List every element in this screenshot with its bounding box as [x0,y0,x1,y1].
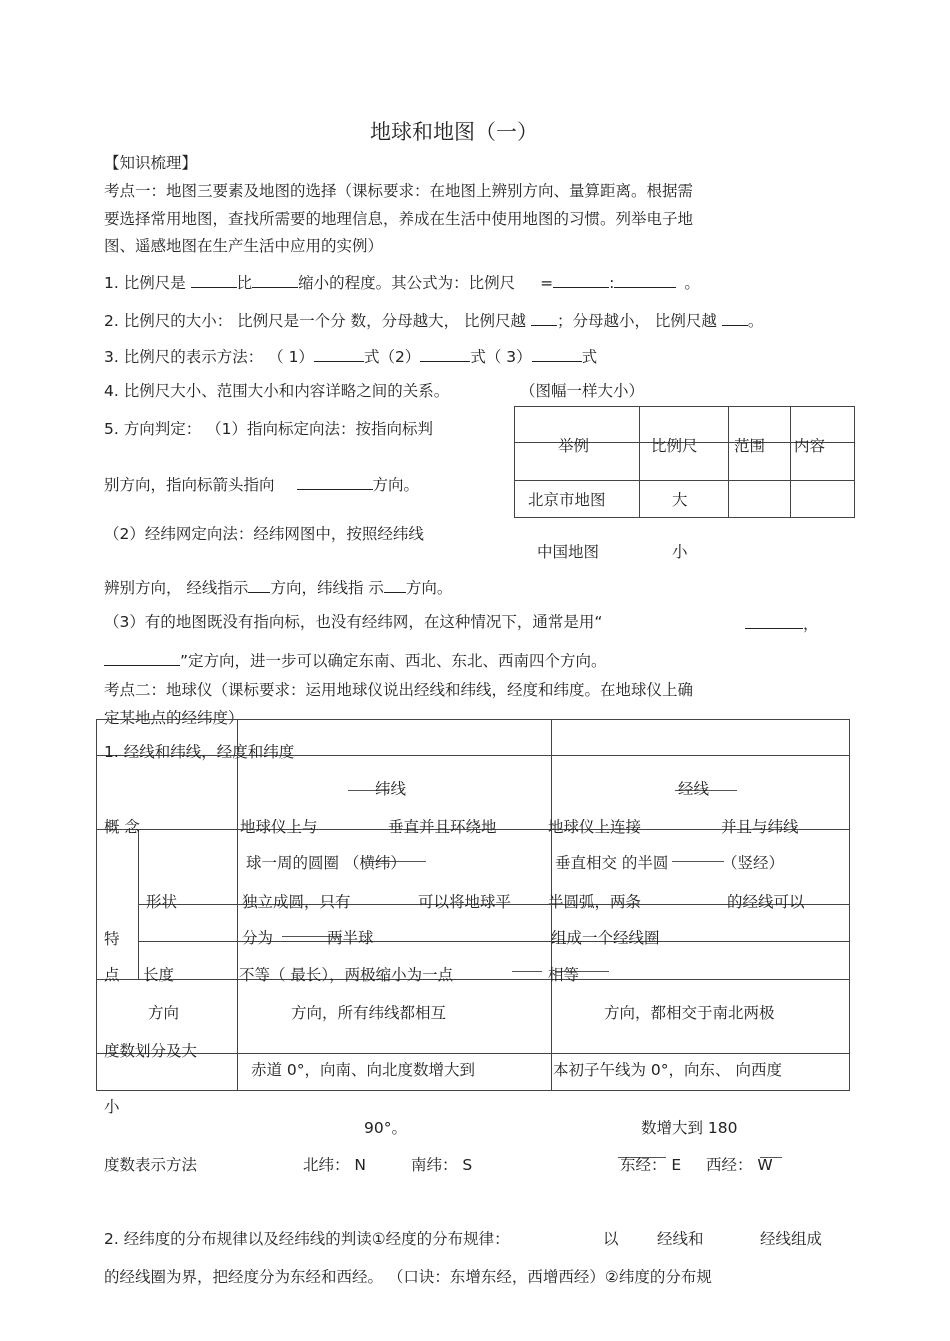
q5-line-4c: 方向。 [405,579,453,597]
q5-line-2 [104,474,419,495]
kaodian2-line-2: 定某地点的经纬度） [104,709,244,727]
scale-header-example: 举例 [558,437,590,455]
q1-blank-1[interactable] [191,272,237,288]
q3-text-b: 式（2） [363,348,421,366]
q5-line-5b: ， [803,615,819,633]
col-header-jingxian: 经线 [678,780,710,798]
q1-text-e: : [609,274,615,292]
row-label-degree-1: 度数划分及大 [104,1042,198,1060]
q2-text-c: 。 [747,312,764,330]
shape-wei-d: 两半球 [327,929,374,947]
shape-jing-a: 半圆弧，两条 [548,893,642,911]
degree-wei-a: 赤道 0°，向南、向北度数增大到 [251,1061,476,1079]
shape-jing-c: 组成一个经线圈 [551,929,660,947]
degree-jing-a: 本初子午线为 0°，向东、 向西度 [553,1061,782,1079]
notation-jing-w: 西经： W [706,1156,773,1174]
row-label-concept: 概 念 [104,818,140,836]
notation-wei-s: 南纬： S [411,1156,473,1174]
q2-blank-1[interactable] [531,310,557,326]
notation-wei-n: 北纬： N [303,1156,367,1174]
row-label-shape: 形状 [146,893,178,911]
q2-text-a: 2. 比例尺的大小： 比例尺是一个分 数，分母越大， 比例尺越 [104,312,526,330]
dist-line-2: 的经线圈为界，把经度分为东经和西经。 （口诀：东增东经，西增西经）②纬度的分布规 [104,1268,712,1286]
question-3 [104,346,597,367]
scale-row-2-example: 中国地图 [537,543,600,561]
q5-blank-2[interactable] [248,577,270,593]
q1-text-a: 1. 比例尺是 [104,274,186,292]
row-label-length: 长度 [143,966,175,984]
q5-blank-1[interactable] [297,474,373,490]
q5-blank-4[interactable] [745,613,803,629]
shape-wei-c: 分为 [242,929,274,947]
q1-blank-4[interactable] [614,272,676,288]
degree-wei-b: 90°。 [364,1119,407,1137]
dist-line-1c: 经线和 [657,1230,704,1248]
section-label: 【知识梳理】 [104,154,198,172]
shape-wei-a: 独立成圆，只有 [242,893,351,911]
q3-text-d: 式 [581,348,598,366]
row-label-feature-1: 特 [104,930,120,948]
question-4: 4. 比例尺大小、范围大小和内容详略之间的关系。 [104,382,450,400]
q2-text-b: ；分母越小， 比例尺越 [556,312,717,330]
q1-text-c: 缩小的程度。其公式为：比例尺 [298,274,516,292]
col-header-weixian: 纬线 [375,780,407,798]
dist-line-1d: 经线组成 [760,1230,823,1248]
q1-text-f: 。 [684,274,700,292]
q1-blank-3[interactable] [553,272,609,288]
q5-line-6 [104,650,607,671]
notation-jing-e: 东经： E [620,1156,682,1174]
kaodian1-line-2: 要选择常用地图，查找所需要的地理信息，养成在生活中使用地图的习惯。列举电子地 [104,210,694,228]
scale-header-range: 范围 [734,437,766,455]
direction-jing: 方向，都相交于南北两极 [604,1004,775,1022]
q5-blank-3[interactable] [384,577,406,593]
concept-jing-c: 垂直相交 的半圆 [555,854,669,872]
q5-line-4a: 辨别方向， 经线指示 [104,579,249,597]
degree-jing-b: 数增大到 180 [641,1119,738,1137]
q2-blank-2[interactable] [722,310,748,326]
scale-row-2-scale: 小 [672,543,688,561]
scale-header-scale: 比例尺 [651,437,698,455]
concept-jing-b: 并且与纬线 [721,818,799,836]
q1-text-b: 比 [236,274,253,292]
question-2 [104,310,763,331]
q3-blank-1[interactable] [314,346,364,362]
q3-text-c: 式（ 3） [470,348,532,366]
question-4-note: （图幅一样大小） [520,382,645,400]
q5-line-4b: 方向，纬线指 示 [270,579,384,597]
row-label-direction: 方向 [148,1004,180,1022]
row-label-feature-2: 点 [104,966,120,984]
concept-wei-a: 地球仪上与 [240,818,318,836]
concept-jing-d: （竖经） [722,854,785,872]
q3-blank-2[interactable] [420,346,470,362]
q5-line-2a: 别方向，指向标箭头指向 [104,476,275,494]
shape-wei-b: 可以将地球平 [418,893,512,911]
concept-jing-a: 地球仪上连接 [548,818,642,836]
direction-wei: 方向，所有纬线都相互 [291,1004,447,1022]
q5-line-2b: 方向。 [372,476,420,494]
kaodian1-line-3: 图、遥感地图在生产生活中应用的实例） [104,237,384,255]
q1-text-d: = [540,274,554,292]
q3-text-a: 3. 比例尺的表示方法： （ 1） [104,348,314,366]
q5-line-5: （3）有的地图既没有指向标，也没有经纬网，在这种情况下，通常是用“ [104,613,603,631]
length-jing: 相等 [548,966,580,984]
scale-header-content: 内容 [794,437,826,455]
q5-line-1: 5. 方向判定： （1）指向标定向法：按指向标判 [104,420,434,438]
q5-line-5-blank [745,613,819,634]
dist-line-1b: 以 [603,1230,619,1248]
q5-line-4 [104,577,452,598]
concept-wei-b: 垂直并且环绕地 [388,818,497,836]
length-wei: 不等（ 最长），两极缩小为一点 [239,966,454,984]
concept-wei-c: 球一周的圆圈 （横纬） [246,854,406,872]
row-label-notation: 度数表示方法 [104,1156,198,1174]
kaodian2-line-1: 考点二：地球仪（课标要求：运用地球仪说出经线和纬线，经度和纬度。在地球仪上确 [104,681,694,699]
page-title: 地球和地图（一） [370,120,538,144]
scale-row-1-example: 北京市地图 [528,491,606,509]
question-1 [104,272,700,293]
shape-jing-b: 的经线可以 [727,893,805,911]
q5-line-3: （2）经纬网定向法：经纬网图中，按照经纬线 [104,525,424,543]
q5-blank-5[interactable] [104,650,180,666]
dist-line-1a: 2. 经纬度的分布规律以及经纬线的判读①经度的分布规律： [104,1230,510,1248]
q5-line-6-text: ”定方向，进一步可以确定东南、西北、东北、西南四个方向。 [180,652,607,670]
q1-blank-2[interactable] [252,272,298,288]
scale-row-1-scale: 大 [672,491,688,509]
row-label-degree-2: 小 [104,1098,120,1116]
kaodian1-line-1: 考点一：地图三要素及地图的选择（课标要求：在地图上辨别方向、量算距离。根据需 [104,182,694,200]
q3-blank-3[interactable] [532,346,582,362]
kaodian2-sub-1: 1. 经线和纬线，经度和纬度 [104,743,295,761]
